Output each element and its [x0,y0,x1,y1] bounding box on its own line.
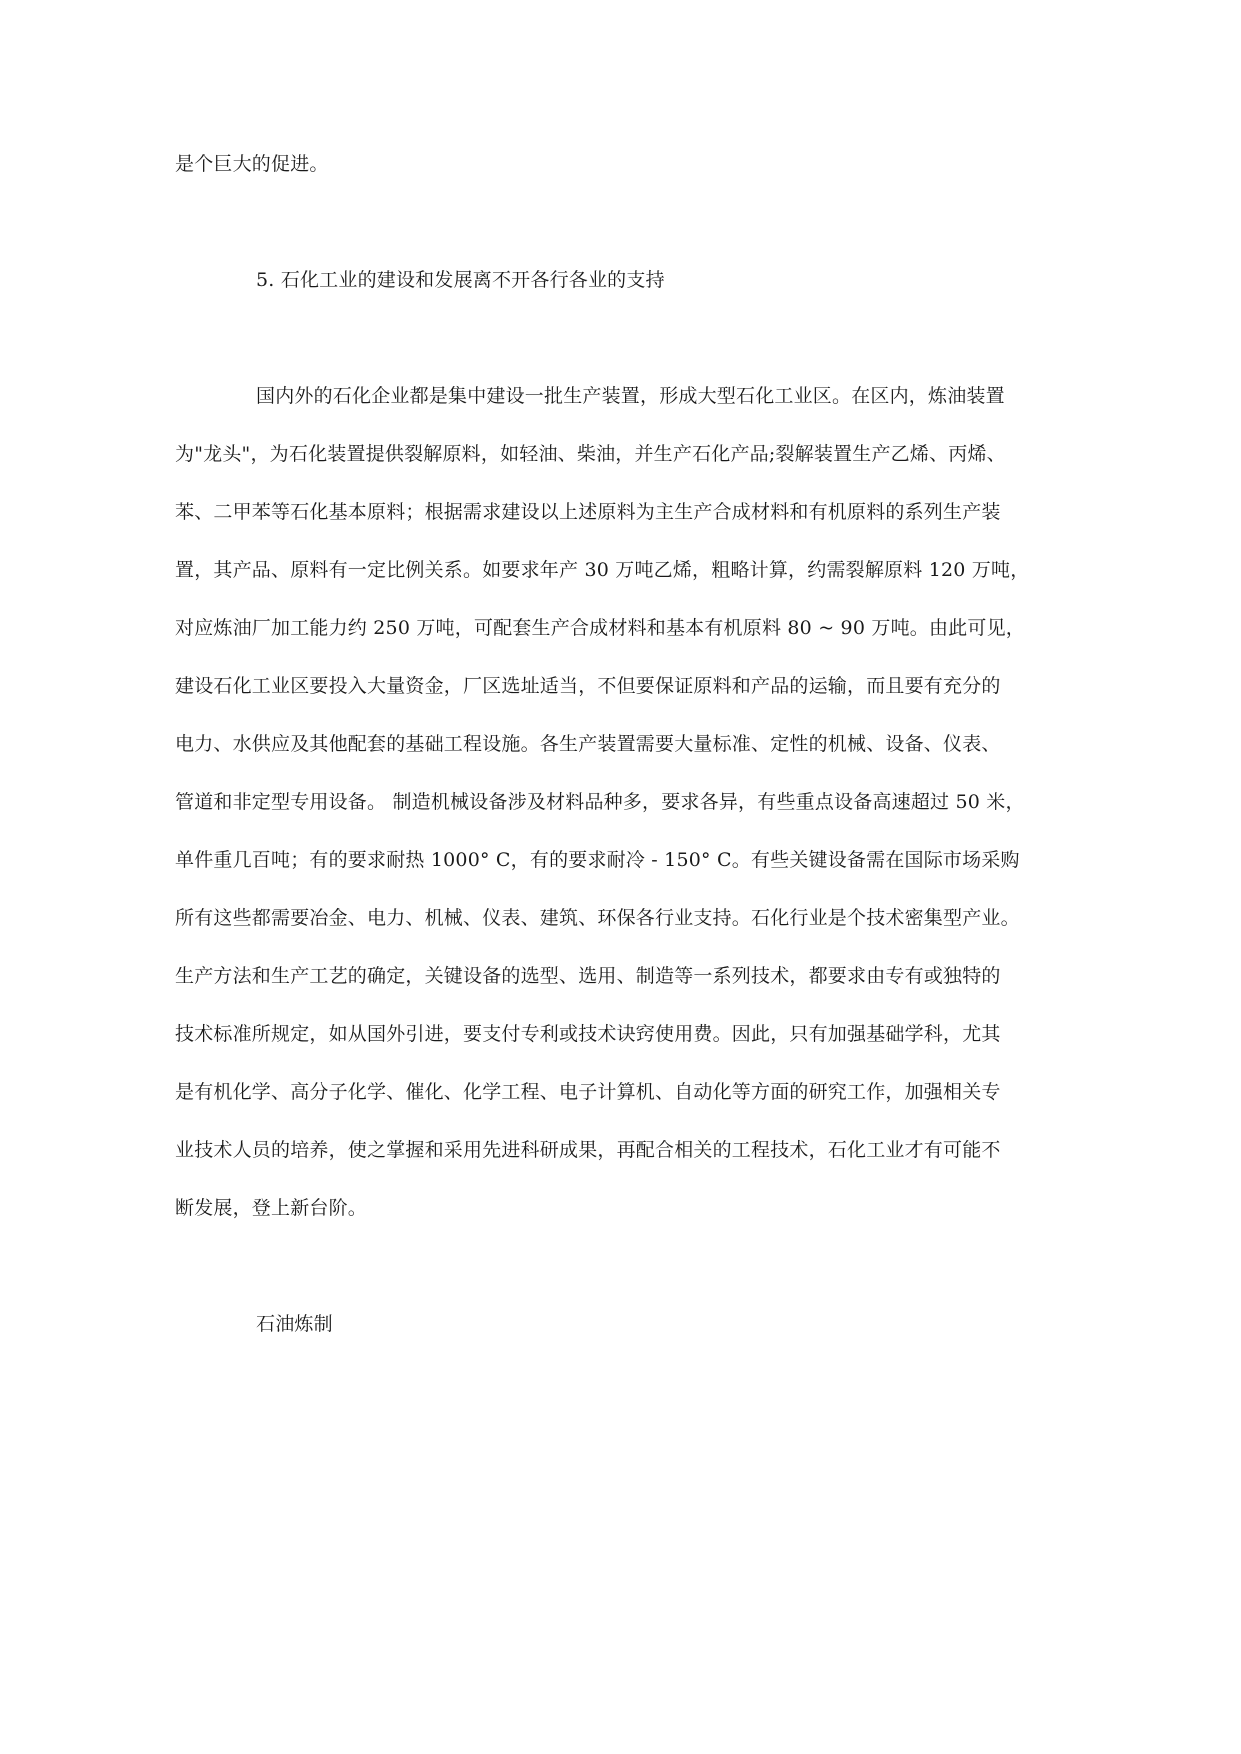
section-heading-petroleum-refining: 石油炼制 [256,1313,333,1335]
body-line-9: 单件重几百吨；有的要求耐热 1000° C，有的要求耐冷 - 150° C。有些关键设备需在国际市场采购 [175,849,1020,871]
paragraph-continuation-line: 是个巨大的促进。 [175,153,329,175]
body-line-4: 置，其产品、原料有一定比例关系。如要求年产 30 万吨乙烯，粗略计算，约需裂解原料 120 万吨， [175,559,1030,581]
body-line-1: 国内外的石化企业都是集中建设一批生产装置，形成大型石化工业区。在区内，炼油装置 [256,385,1005,407]
body-line-2: 为"龙头"，为石化装置提供裂解原料，如轻油、柴油，并生产石化产品;裂解装置生产乙烯、丙烯、 [175,443,1006,465]
body-line-11: 生产方法和生产工艺的确定，关键设备的选型、选用、制造等一系列技术，都要求由专有或独特的 [175,965,1001,987]
body-line-6: 建设石化工业区要投入大量资金，厂区选址适当，不但要保证原料和产品的运输，而且要有充分的 [175,675,1001,697]
body-line-15: 断发展，登上新台阶。 [175,1197,368,1219]
body-line-5: 对应炼油厂加工能力约 250 万吨，可配套生产合成材料和基本有机原料 80 ~ 90 万吨。由此可见， [175,617,1025,639]
body-line-13: 是有机化学、高分子化学、催化、化学工程、电子计算机、自动化等方面的研究工作，加强相关专 [175,1081,1001,1103]
body-line-10: 所有这些都需要冶金、电力、机械、仪表、建筑、环保各行业支持。石化行业是个技术密集型产业。 [175,907,1020,929]
body-line-7: 电力、水供应及其他配套的基础工程设施。各生产装置需要大量标准、定性的机械、设备、仪表、 [175,733,1001,755]
body-line-14: 业技术人员的培养，使之掌握和采用先进科研成果，再配合相关的工程技术，石化工业才有可能不 [175,1139,1001,1161]
section-heading: 5. 石化工业的建设和发展离不开各行各业的支持 [256,269,665,291]
body-line-3: 苯、二甲苯等石化基本原料；根据需求建设以上述原料为主生产合成材料和有机原料的系列生产装 [175,501,1001,523]
body-line-12: 技术标准所规定，如从国外引进，要支付专利或技术诀窍使用费。因此，只有加强基础学科，尤其 [175,1023,1001,1045]
body-line-8: 管道和非定型专用设备。 制造机械设备涉及材料品种多，要求各异，有些重点设备高速超过 50 米， [175,791,1025,813]
